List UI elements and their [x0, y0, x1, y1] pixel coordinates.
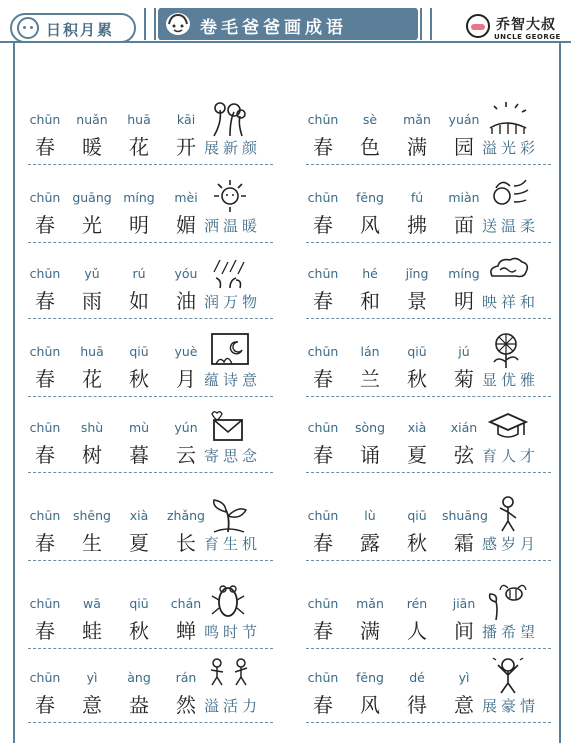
- idiom-card: [28, 596, 273, 656]
- flowers-icon: [208, 98, 252, 138]
- graduation-cap-icon: [486, 406, 530, 446]
- window-moon-icon: [208, 330, 252, 370]
- happy-person-icon: [486, 656, 530, 696]
- idiom-character: 意: [82, 693, 102, 717]
- idiom-character: 春: [35, 443, 55, 467]
- idiom-character: 面: [454, 213, 474, 237]
- dashed-divider: [306, 560, 551, 561]
- pinyin-syllable: xián: [450, 420, 478, 435]
- pinyin-syllable: kāi: [176, 112, 196, 127]
- idiom-character: 满: [407, 135, 427, 159]
- idiom-character: 蛙: [82, 619, 102, 643]
- idiom-character: 诵: [360, 443, 380, 467]
- idiom-character: 菊: [454, 367, 474, 391]
- dashed-divider: [306, 472, 551, 473]
- idiom-character: 明: [454, 289, 474, 313]
- idiom-card: [306, 420, 551, 480]
- idiom-character: 夏: [129, 531, 149, 555]
- sprout-icon: [208, 494, 252, 534]
- pinyin-syllable: yóu: [174, 266, 198, 281]
- idiom-card: [306, 508, 551, 568]
- windy-face-icon: [486, 176, 530, 216]
- pinyin-syllable: mǎn: [356, 596, 384, 611]
- pinyin-syllable: dé: [409, 670, 425, 685]
- bee-flower-icon: [486, 582, 530, 622]
- pinyin-syllable: chūn: [29, 344, 61, 359]
- idiom-card: [306, 112, 551, 172]
- dashed-divider: [28, 560, 273, 561]
- pinyin-syllable: qiū: [407, 508, 427, 523]
- pinyin-syllable: rú: [132, 266, 146, 281]
- pinyin-syllable: miàn: [448, 190, 480, 205]
- pinyin-syllable: míng: [123, 190, 155, 205]
- idiom-extension: 显优雅: [482, 371, 540, 389]
- idiom-card: [28, 420, 273, 480]
- idiom-character: 春: [313, 619, 333, 643]
- idiom-character: 露: [360, 531, 380, 555]
- idiom-character: 和: [360, 289, 380, 313]
- pinyin-syllable: hé: [362, 266, 378, 281]
- pinyin-syllable: chūn: [307, 266, 339, 281]
- idiom-extension: 洒温暖: [204, 217, 262, 235]
- cicada-icon: [208, 582, 252, 622]
- idiom-character: 霜: [454, 531, 474, 555]
- idiom-card: [306, 670, 551, 730]
- idiom-character: 蝉: [176, 619, 196, 643]
- rain-sprout-icon: [208, 252, 252, 292]
- pinyin-syllable: chūn: [29, 596, 61, 611]
- idiom-character: 生: [82, 531, 102, 555]
- dashed-divider: [306, 242, 551, 243]
- dashed-divider: [306, 648, 551, 649]
- pinyin-syllable: rén: [406, 596, 428, 611]
- pinyin-syllable: yuè: [174, 344, 198, 359]
- brand-name: 乔智大叔: [496, 17, 556, 33]
- idiom-character: 春: [313, 135, 333, 159]
- idiom-character: 秋: [407, 531, 427, 555]
- pinyin-syllable: míng: [448, 266, 480, 281]
- idiom-character: 秋: [407, 367, 427, 391]
- pinyin-syllable: jǐng: [405, 266, 429, 281]
- idiom-character: 春: [35, 135, 55, 159]
- pinyin-syllable: chūn: [307, 596, 339, 611]
- idiom-character: 人: [407, 619, 427, 643]
- dashed-divider: [306, 722, 551, 723]
- idiom-extension: 润万物: [204, 293, 262, 311]
- pinyin-syllable: yì: [86, 670, 98, 685]
- curly-hair-logo-icon: [166, 13, 190, 35]
- idiom-character: 如: [129, 289, 149, 313]
- idiom-character: 花: [82, 367, 102, 391]
- idiom-card: [306, 266, 551, 326]
- pinyin-syllable: huā: [127, 112, 151, 127]
- pinyin-syllable: yì: [458, 670, 470, 685]
- idiom-character: 意: [454, 693, 474, 717]
- idiom-card: [28, 508, 273, 568]
- figure-icon: [486, 494, 530, 534]
- idiom-extension: 溢光彩: [482, 139, 540, 157]
- idiom-character: 光: [82, 213, 102, 237]
- idiom-extension: 播希望: [482, 623, 540, 641]
- idiom-character: 花: [129, 135, 149, 159]
- idiom-character: 弦: [454, 443, 474, 467]
- idiom-character: 色: [360, 135, 380, 159]
- idiom-character: 园: [454, 135, 474, 159]
- idiom-card: [28, 112, 273, 172]
- idiom-character: 雨: [82, 289, 102, 313]
- pinyin-syllable: àng: [127, 670, 151, 685]
- pinyin-syllable: chūn: [29, 420, 61, 435]
- idiom-character: 风: [360, 693, 380, 717]
- idiom-character: 得: [407, 693, 427, 717]
- pinyin-syllable: qiū: [129, 596, 149, 611]
- pinyin-syllable: chūn: [29, 670, 61, 685]
- pinyin-syllable: chūn: [307, 670, 339, 685]
- idiom-character: 暮: [129, 443, 149, 467]
- dashed-divider: [28, 472, 273, 473]
- dashed-divider: [28, 242, 273, 243]
- idiom-character: 景: [407, 289, 427, 313]
- idiom-card: [306, 344, 551, 404]
- idiom-character: 月: [176, 367, 196, 391]
- page-title: 卷毛爸爸画成语: [200, 18, 347, 38]
- idiom-card: [28, 670, 273, 730]
- dashed-divider: [28, 648, 273, 649]
- idiom-character: 夏: [407, 443, 427, 467]
- idiom-extension: 展新颜: [204, 139, 262, 157]
- pinyin-syllable: rán: [175, 670, 197, 685]
- idiom-extension: 育生机: [204, 535, 262, 553]
- idiom-character: 春: [35, 693, 55, 717]
- idiom-character: 春: [35, 531, 55, 555]
- dashed-divider: [306, 318, 551, 319]
- pinyin-syllable: sè: [362, 112, 378, 127]
- idiom-extension: 育人才: [482, 447, 540, 465]
- idiom-extension: 映祥和: [482, 293, 540, 311]
- idiom-extension: 寄思念: [204, 447, 262, 465]
- idiom-character: 媚: [176, 213, 196, 237]
- section-badge: [10, 13, 136, 43]
- brand-name-en: UNCLE GEORGE: [494, 33, 561, 41]
- idiom-character: 春: [313, 693, 333, 717]
- pinyin-syllable: xià: [129, 508, 149, 523]
- idiom-character: 兰: [360, 367, 380, 391]
- pinyin-syllable: nuǎn: [76, 112, 108, 127]
- pinyin-syllable: chūn: [307, 420, 339, 435]
- pinyin-syllable: chán: [170, 596, 202, 611]
- title-plate: [158, 8, 418, 40]
- pinyin-syllable: chūn: [29, 266, 61, 281]
- idiom-character: 春: [313, 531, 333, 555]
- idiom-extension: 溢活力: [204, 697, 262, 715]
- pinyin-syllable: chūn: [307, 344, 339, 359]
- pinyin-syllable: chūn: [29, 190, 61, 205]
- pinyin-syllable: mèi: [174, 190, 198, 205]
- idiom-character: 云: [176, 443, 196, 467]
- idiom-character: 暖: [82, 135, 102, 159]
- pinyin-syllable: fú: [410, 190, 424, 205]
- dashed-divider: [28, 722, 273, 723]
- dashed-divider: [306, 396, 551, 397]
- chrysanthemum-icon: [486, 330, 530, 370]
- idiom-character: 然: [176, 693, 196, 717]
- dashed-divider: [306, 164, 551, 165]
- pinyin-syllable: zhǎng: [166, 508, 205, 523]
- smiley-icon: [17, 17, 39, 39]
- idiom-extension: 感岁月: [482, 535, 540, 553]
- badge-label: 日积月累: [46, 21, 115, 39]
- idiom-character: 春: [313, 367, 333, 391]
- pinyin-syllable: yún: [174, 420, 198, 435]
- pinyin-syllable: chūn: [307, 508, 339, 523]
- pinyin-syllable: mù: [128, 420, 150, 435]
- idiom-character: 满: [360, 619, 380, 643]
- cloud-icon: [486, 252, 530, 292]
- idiom-extension: 鸣时节: [204, 623, 262, 641]
- pinyin-syllable: xià: [407, 420, 427, 435]
- idiom-character: 秋: [129, 619, 149, 643]
- dashed-divider: [28, 318, 273, 319]
- pinyin-syllable: huā: [80, 344, 104, 359]
- idiom-character: 间: [454, 619, 474, 643]
- pinyin-syllable: lán: [360, 344, 380, 359]
- idiom-character: 油: [176, 289, 196, 313]
- pinyin-syllable: fēng: [356, 190, 384, 205]
- dashed-divider: [28, 396, 273, 397]
- dashed-divider: [28, 164, 273, 165]
- pinyin-syllable: sòng: [354, 420, 386, 435]
- idiom-character: 春: [313, 213, 333, 237]
- pinyin-syllable: jú: [458, 344, 470, 359]
- pinyin-syllable: chūn: [307, 190, 339, 205]
- idiom-card: [306, 190, 551, 250]
- pinyin-syllable: chūn: [307, 112, 339, 127]
- idiom-card: [306, 596, 551, 656]
- envelope-heart-icon: [208, 406, 252, 446]
- pinyin-syllable: guāng: [72, 190, 112, 205]
- pinyin-syllable: mǎn: [403, 112, 431, 127]
- sun-icon: [208, 176, 252, 216]
- idiom-character: 秋: [129, 367, 149, 391]
- idiom-character: 春: [35, 213, 55, 237]
- panda-logo-icon: [466, 14, 490, 38]
- dancing-people-icon: [208, 656, 252, 696]
- idiom-card: [28, 190, 273, 250]
- pinyin-syllable: fēng: [356, 670, 384, 685]
- pinyin-syllable: qiū: [407, 344, 427, 359]
- idiom-card: [28, 344, 273, 404]
- garden-icon: [486, 98, 530, 138]
- pinyin-syllable: chūn: [29, 112, 61, 127]
- pinyin-syllable: jiān: [452, 596, 476, 611]
- idiom-card: [28, 266, 273, 326]
- idiom-extension: 蕴诗意: [204, 371, 262, 389]
- idiom-character: 拂: [407, 213, 427, 237]
- idiom-character: 春: [35, 367, 55, 391]
- idiom-character: 春: [313, 443, 333, 467]
- pinyin-syllable: yǔ: [84, 266, 100, 281]
- idiom-extension: 送温柔: [482, 217, 540, 235]
- idiom-character: 树: [82, 443, 102, 467]
- idiom-character: 春: [313, 289, 333, 313]
- idiom-extension: 展豪情: [482, 697, 540, 715]
- idiom-character: 风: [360, 213, 380, 237]
- pinyin-syllable: shuāng: [442, 508, 488, 523]
- pinyin-syllable: qiū: [129, 344, 149, 359]
- idiom-character: 开: [176, 135, 196, 159]
- pinyin-syllable: lù: [364, 508, 376, 523]
- pinyin-syllable: shù: [80, 420, 104, 435]
- idiom-character: 春: [35, 289, 55, 313]
- pinyin-syllable: shēng: [73, 508, 111, 523]
- idiom-character: 盎: [129, 693, 149, 717]
- pinyin-syllable: wā: [83, 596, 101, 611]
- pinyin-syllable: chūn: [29, 508, 61, 523]
- idiom-character: 春: [35, 619, 55, 643]
- idiom-character: 明: [129, 213, 149, 237]
- pinyin-syllable: yuán: [448, 112, 480, 127]
- idiom-character: 长: [176, 531, 196, 555]
